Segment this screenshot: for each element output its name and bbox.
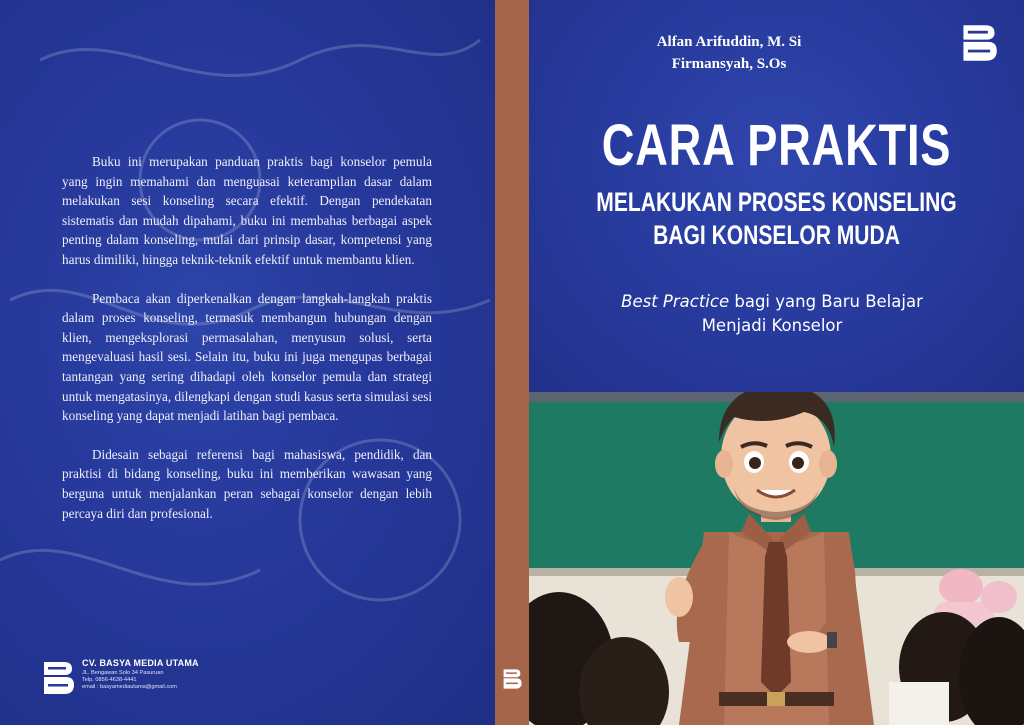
author-name: Firmansyah, S.Os (671, 56, 787, 72)
publisher-info (40, 658, 199, 698)
blurb-paragraph: Buku ini merupakan panduan praktis bagi konselor pemula yang ingin memahami dan menguasai keterampilan dasar dalam melakukan sesi konseling secara efektif. Dengan pendekatan sistematis dan mudah dipahami, buku ini membahas berbagai aspek penting dalam konseling, mulai dari prinsip dasar, kompetensi yang harus dimiliki, hingga teknik-teknik efektif untuk membantu klien. (62, 154, 432, 267)
publisher-phone: Telp. 0856-4638-4441 (82, 677, 137, 683)
book-title-main: CARA PRAKTIS (601, 113, 952, 178)
teacher-illustration (529, 392, 1024, 725)
back-blurb (62, 152, 432, 542)
book-title-sub (583, 186, 969, 252)
subtitle-italic: Best Practice (621, 292, 730, 311)
subtitle-text: bagi yang Baru Belajar (729, 292, 923, 311)
author-list (529, 31, 929, 75)
author-name: Alfan Arifuddin, M. Si (656, 34, 802, 50)
stacked-books-icon (501, 667, 523, 691)
title-line: BAGI KONSELOR MUDA (653, 220, 900, 250)
front-cover (529, 0, 1024, 725)
publisher-email: email : basyamediautama@gmail.com (82, 684, 177, 690)
book-subtitle (529, 290, 1015, 338)
back-cover (0, 0, 495, 725)
stacked-books-icon (959, 20, 999, 66)
blurb-paragraph: Pembaca akan diperkenalkan dengan langkah-langkah praktis dalam proses konseling, termasuk membangun hubungan dengan klien, mengeksplorasi permasalahan, menyusun solusi, serta mengevaluasi hasil sesi. Selain itu, buku ini juga mengupas berbagai tantangan yang sering dihadapi oleh konselor pemula dan strategi untuk mengatasinya, dilengkapi dengan studi kasus serta simulasi sesi konseling yang dapat menjadi latihan bagi pembaca. (62, 290, 432, 424)
publisher-name: CV. BASYA MEDIA UTAMA (82, 658, 199, 668)
stacked-books-icon (40, 658, 76, 698)
title-line: MELAKUKAN PROSES KONSELING (596, 187, 957, 217)
blurb-paragraph: Didesain sebagai referensi bagi mahasiswa, pendidik, dan praktisi di bidang konseling, buku ini memberikan wawasan yang berguna untuk menjalankan peran sebagai konselor dengan lebih percaya diri dan profesional. (62, 446, 432, 521)
publisher-address: JL. Bengawan Solo 34 Pasuruan (82, 670, 164, 676)
book-spine (495, 0, 529, 725)
subtitle-line: Menjadi Konselor (701, 316, 843, 335)
